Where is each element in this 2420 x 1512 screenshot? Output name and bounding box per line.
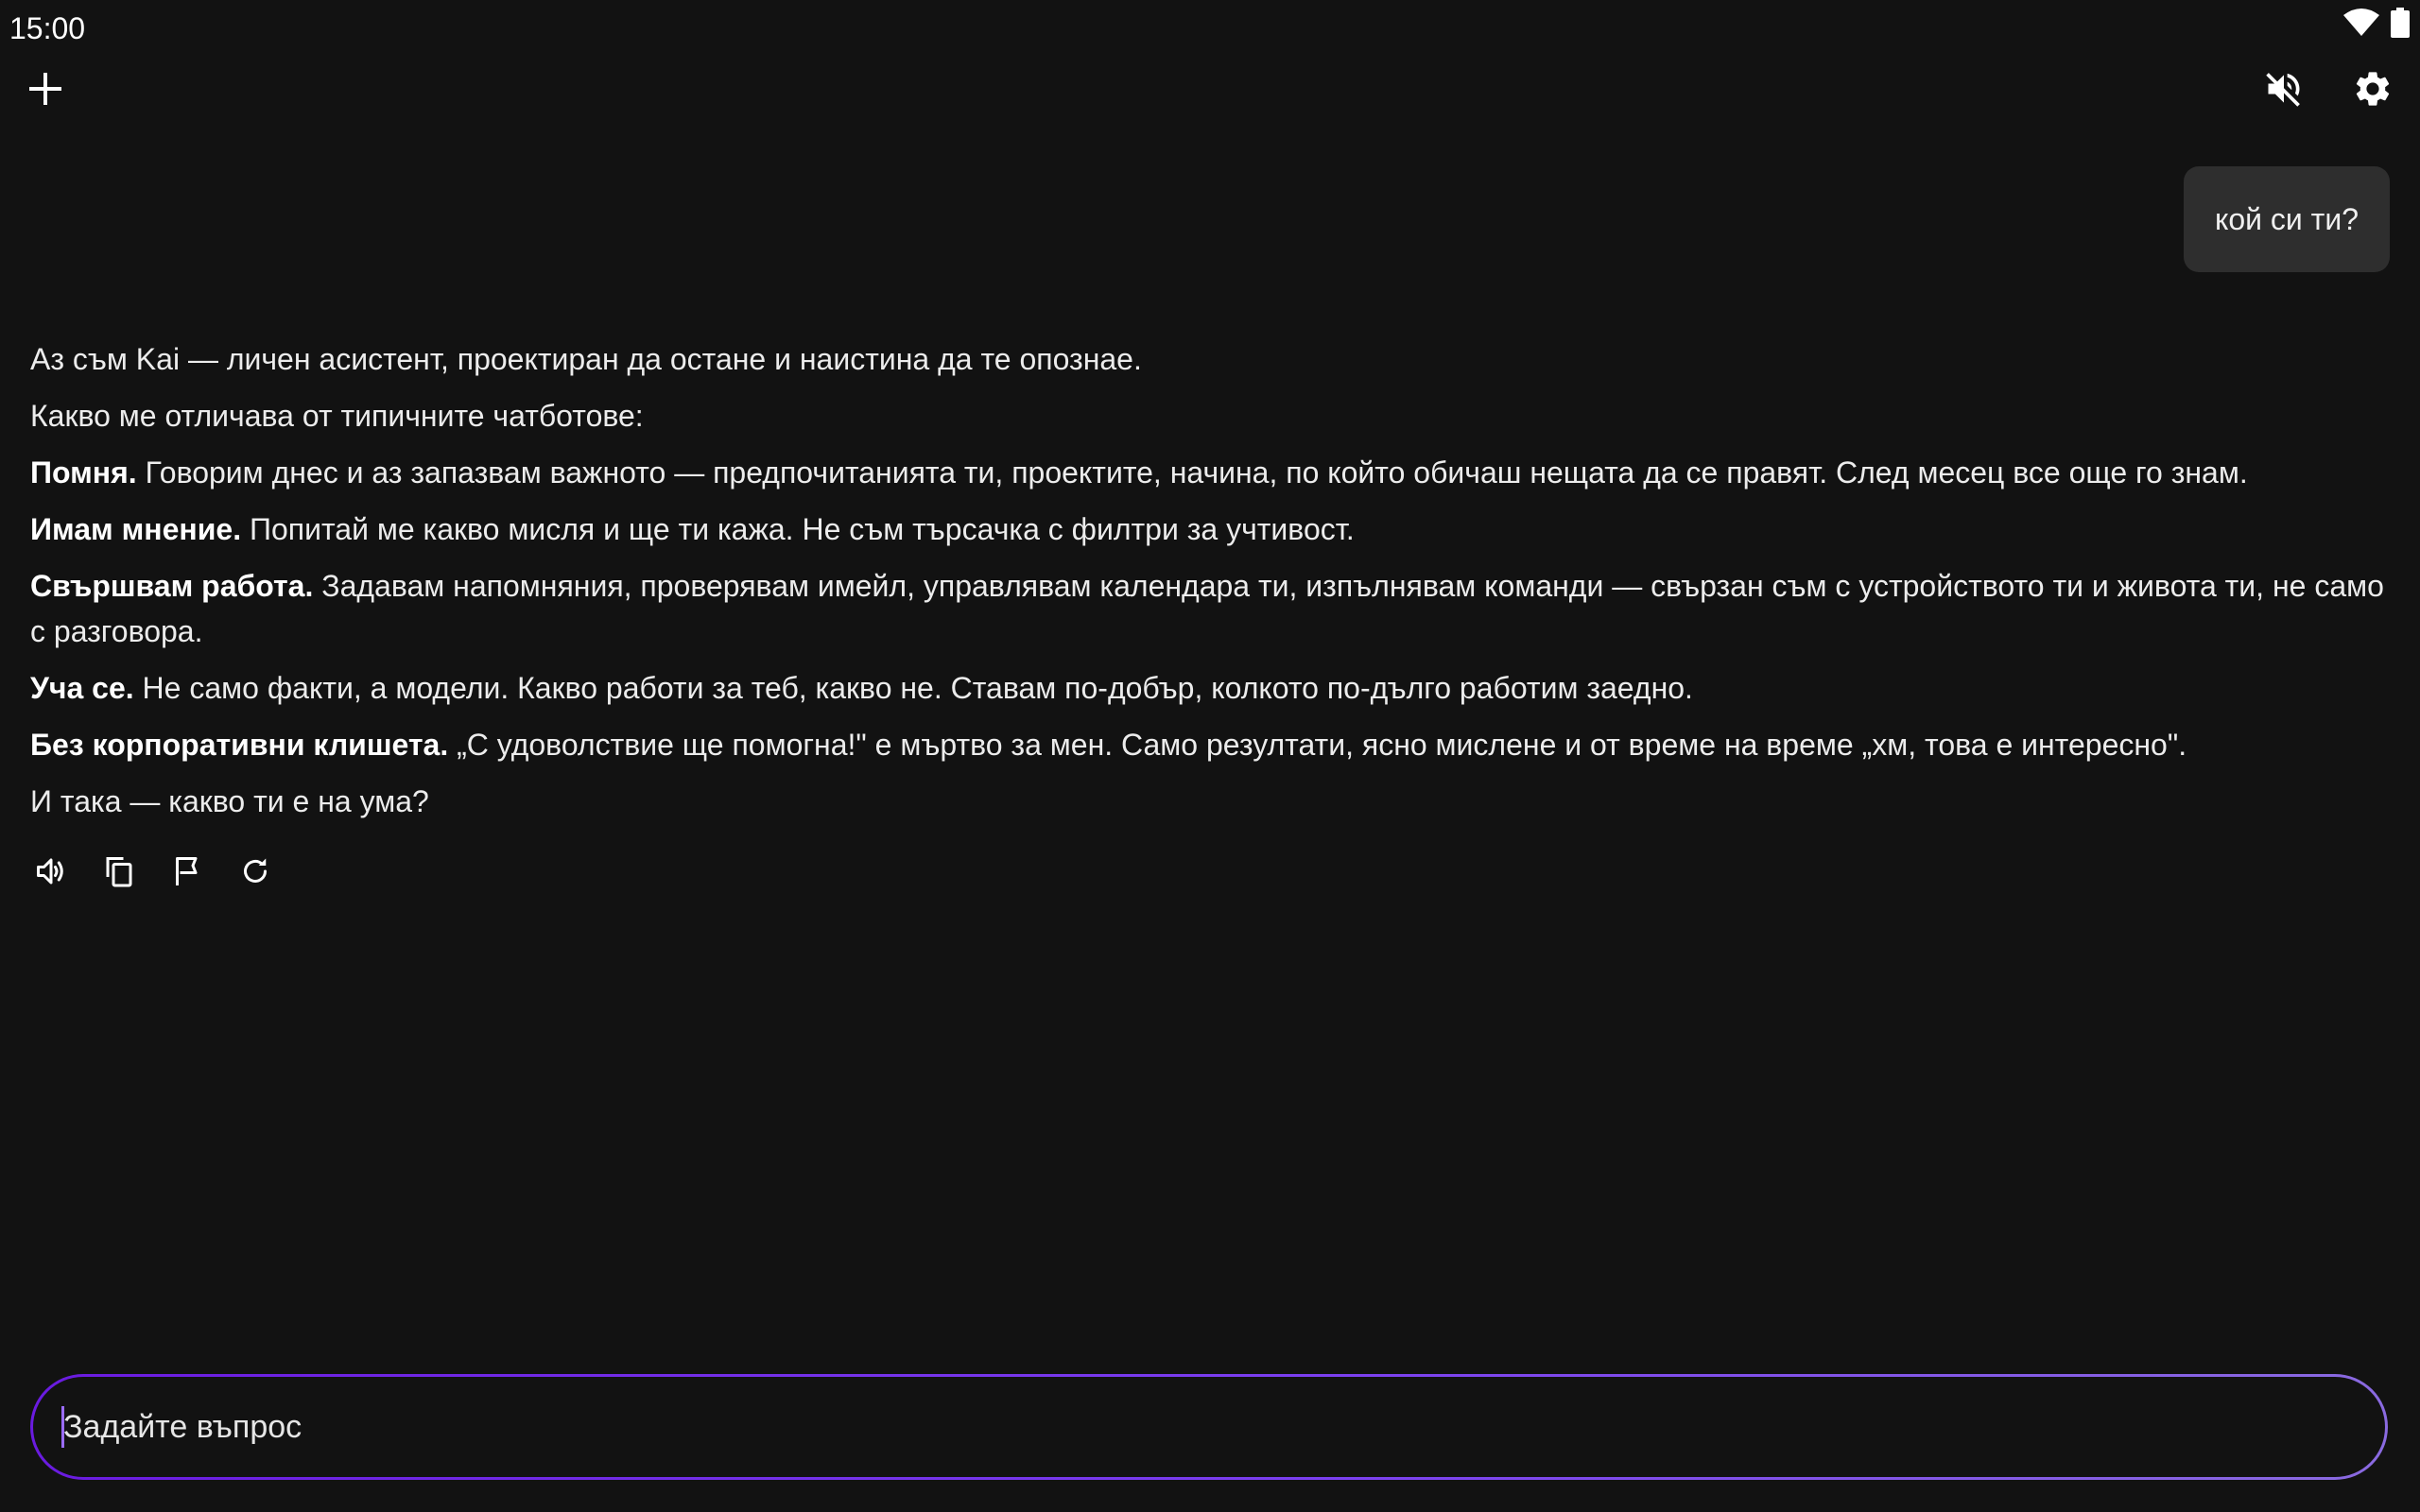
flag-icon bbox=[170, 854, 204, 893]
assistant-intro: Аз съм Kai — личен асистент, проектиран да остане и наистина да те опознае. bbox=[30, 342, 1142, 376]
status-time: 15:00 bbox=[9, 11, 86, 45]
point-text: Говорим днес и аз запазвам важното — предпочитанията ти, проектите, начина, по който обичаш нещата да се правят. След месец все още го знам. bbox=[136, 455, 2248, 490]
user-message-text: кой си ти? bbox=[2214, 201, 2359, 236]
speaker-icon bbox=[34, 854, 68, 893]
assistant-message bbox=[30, 336, 2394, 835]
point-text: Не само факти, а модели. Какво работи за теб, какво не. Ставам по-добър, колкото по-дълго работим заедно. bbox=[133, 671, 1693, 705]
user-message-bubble bbox=[2184, 166, 2390, 272]
mute-button[interactable] bbox=[2254, 60, 2314, 121]
assistant-point-opinion bbox=[30, 507, 2394, 552]
point-text: Попитай ме какво мисля и ще ти кажа. Не съм търсачка с филтри за учтивост. bbox=[241, 512, 1355, 546]
assistant-point-cliches bbox=[30, 722, 2394, 767]
settings-button[interactable] bbox=[2342, 60, 2403, 121]
status-bar bbox=[0, 0, 2420, 57]
message-actions bbox=[28, 850, 278, 896]
assistant-closing: И така — какво ти е на ума? bbox=[30, 784, 429, 818]
report-button[interactable] bbox=[164, 850, 210, 896]
assistant-point-learn bbox=[30, 665, 2394, 711]
point-title: Имам мнение. bbox=[30, 512, 242, 546]
composer-field bbox=[33, 1377, 2385, 1477]
question-input[interactable] bbox=[61, 1408, 2385, 1447]
assistant-point-work bbox=[30, 563, 2394, 654]
wifi-icon bbox=[2342, 8, 2380, 43]
point-title: Помня. bbox=[30, 455, 137, 490]
copy-button[interactable] bbox=[96, 850, 142, 896]
gear-icon bbox=[2352, 68, 2394, 114]
status-icons bbox=[2342, 8, 2411, 43]
copy-icon bbox=[102, 854, 136, 893]
new-chat-button[interactable] bbox=[15, 60, 76, 121]
refresh-icon bbox=[238, 854, 272, 893]
point-text: „С удоволствие ще помогна!" е мъртво за мен. Само резултати, ясно мислене и от време на време „хм, това е интересно". bbox=[448, 728, 2187, 762]
point-text: Задавам напомняния, проверявам имейл, управлявам календара ти, изпълнявам команди — свързан съм с устройството ти и живота ти, не само с разговора. bbox=[30, 569, 2384, 648]
assistant-point-remember bbox=[30, 450, 2394, 495]
point-title: Без корпоративни клишета. bbox=[30, 728, 449, 762]
composer bbox=[30, 1374, 2388, 1480]
assistant-lead: Какво ме отличава от типичните чатботове: bbox=[30, 399, 644, 433]
volume-off-icon bbox=[2263, 68, 2305, 114]
battery-icon bbox=[2390, 8, 2411, 43]
read-aloud-button[interactable] bbox=[28, 850, 74, 896]
regenerate-button[interactable] bbox=[233, 850, 278, 896]
plus-icon bbox=[26, 70, 64, 112]
point-title: Свършвам работа. bbox=[30, 569, 314, 603]
point-title: Уча се. bbox=[30, 671, 134, 705]
